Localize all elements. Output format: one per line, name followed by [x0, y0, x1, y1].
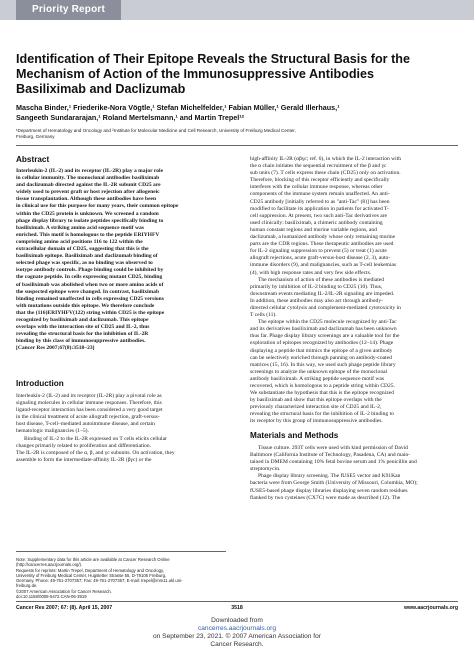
text-line: revealing the structural basis for the inhibition of IL-2 binding to [250, 411, 394, 418]
page-footer [0, 605, 474, 615]
section-label: Priority Report [16, 0, 121, 20]
text-line: and its derivatives basiliximab and daclizumab has been unknown [250, 326, 397, 333]
text-line: host disease, T-cell–mediated autoimmune disease, and certain [16, 421, 155, 428]
text-line: its receptor by this group of immunosuppressive antibodies. [250, 418, 383, 425]
text-line: previously characterized interaction site of CD25 and IL-2, [250, 404, 382, 411]
introduction-body [16, 393, 226, 464]
text-line: antibody basiliximab. A striking peptide sequence motif was [250, 375, 385, 382]
author-list [16, 103, 460, 123]
text-line: interferes with the cellular immune response, whereas other [250, 184, 383, 191]
methods-body [250, 445, 460, 502]
text-line: selected phage was specific, as no binding was observed to [16, 260, 153, 267]
text-line: doi:10.1158/0008-5472.CAN-06-3919 [16, 594, 87, 600]
text-line: directed cellular cytolysis and complement-mediated cytotoxicity in [250, 304, 401, 311]
text-line: In addition, these antibodies may also act through antibody- [250, 297, 383, 304]
text-line: in cellular immunity. The monoclonal antibodies basiliximab [16, 175, 160, 182]
affiliations [16, 128, 460, 140]
text-line: daclizumab, a humanized antibody whose only remaining murine [250, 234, 396, 241]
text-line: Phage display library screening. The fUSE5 vector and K91Kan [258, 473, 401, 480]
text-line: (4), with high response rates and very few side effects. [250, 269, 372, 276]
text-line: The mechanism of action of these antibodies is mediated [258, 276, 384, 283]
text-line: used clinically: basiliximab, a chimeric antibody containing [250, 219, 383, 226]
text-line: Therefore, blocking of this receptor efficiently and specifically [250, 177, 390, 184]
footnote-divider [16, 551, 226, 552]
text-line: modified to facilitate its application in patients for activated T- [250, 205, 389, 212]
footer-divider [16, 601, 458, 602]
text-line: Germany. Phone: 49-761-2707357; Fax: 49-761-2707357; E-mail: trepel@mm11.ukl.uni- [16, 578, 183, 584]
text-line: downstream events mediating IL-2/IL-2R signaling are impeded. [250, 290, 395, 297]
methods-heading: Materials and Methods [250, 431, 339, 440]
text-line: binding by this class of immunosuppressive antibodies. [16, 338, 146, 345]
text-line: with mutations outside this epitope. We therefore conclude [16, 302, 155, 309]
text-line: hematologic malignancies (1–5). [16, 428, 89, 435]
text-line: comprising amino acid positions 116 to 122 within the [16, 238, 143, 245]
text-line: CD25 antibody [initially referred to as "anti-Tac" (8)] has been [250, 198, 390, 205]
affiliation-line: ¹Department of Hematology and Oncology and ²Institute for Molecular Medicine and Cell Research, University of Freiburg Medical Center, [16, 128, 296, 133]
download-prefix: Downloaded from [211, 617, 263, 624]
text-line: displaying a peptide that mimics the epitope of a given antibody [250, 347, 393, 354]
text-line: recognized by basiliximab and daclizumab. This epitope [16, 316, 149, 323]
abstract-body [16, 168, 226, 352]
text-line: the suspected epitope were changed. In contrast, basiliximab [16, 288, 160, 295]
text-line: components of the immune system remain unaffected. An anti- [250, 191, 390, 198]
text-line: We substantiate the hypothesis that this is the epitope recognized [250, 390, 394, 397]
text-line: ©2007 American Association for Cancer Research. [16, 588, 112, 594]
text-line: thus far. Phage display library screenings are a valuable tool for the [250, 333, 400, 340]
text-line: basiliximab epitope. Basiliximab and daclizumab binding of [16, 253, 158, 260]
text-line: (http://cancerres.aacrjournals.org/). [16, 562, 83, 568]
text-line: basiliximab. A striking amino acid sequence motif was [16, 224, 144, 231]
text-line: Binding of IL-2 to the IL-2R expressed on T cells elicits cellular [24, 435, 167, 442]
text-line: The epitope within the CD25 molecule recognized by anti-Tac [258, 319, 397, 326]
title-line: Identification of Their Epitope Reveals the Structural Basis for the [16, 52, 410, 66]
text-line: Requests for reprints: Martin Trepel, Department of Hematology and Oncology, [16, 567, 165, 573]
text-line: phage display library to isolate peptides specifically binding to [16, 217, 164, 224]
text-line: flanked by two cysteines (CX7C) were made as described (12). The [250, 494, 401, 501]
text-line: that the (116)ERIYHFV(122) string within CD25 is the epitope [16, 309, 165, 316]
text-line: overlaps with the interaction site of CD25 and IL-2, thus [16, 324, 150, 331]
abstract-heading: Abstract [16, 155, 50, 164]
text-line: Tissue culture. 293T cells were used with kind permission of David [258, 445, 408, 451]
text-line: ligand-receptor interaction has been considered a very good target [16, 407, 163, 414]
download-line-2: Cancer Research. [210, 641, 264, 648]
text-line: binding remained unaffected in cells expressing CD25 versions [16, 295, 164, 302]
introduction-heading: Introduction [16, 379, 64, 388]
text-line: for IL-2 signaling suppression to prevent (5) or treat (1) acute [250, 248, 387, 255]
text-line: sub units (7). T cells express these chain (CD25) only on activation. [250, 170, 401, 177]
text-line: the α chain initiates the sequential recruitment of the β and γc [250, 163, 387, 170]
page-number: 3518 [231, 605, 243, 611]
text-line: signaling molecules in cellular immune responses. Therefore, this [16, 400, 162, 407]
text-line: T cells (11). [250, 312, 277, 319]
text-line: matrices (15, 16). In this way, we used such phage peptide library [250, 361, 396, 368]
text-line: widely used to prevent graft or host rejection after allogeneic [16, 189, 160, 196]
text-line: allograft rejections, acute graft-versus-host disease (2, 3), auto- [250, 255, 391, 262]
article-title [16, 52, 460, 97]
text-line: immune disorders (9), and malignancies, such as T-cell leukemias [250, 262, 397, 269]
text-line: exploration of epitopes recognized by antibodies (12–14). Phage [250, 340, 394, 347]
header-divider [16, 145, 458, 146]
text-line: can be selectively enriched through panning on antibody-coated [250, 354, 392, 361]
text-line: fUSE5-based phage display libraries displaying seven random residues [250, 487, 408, 494]
author-line: Sangeeth Sundararajan,¹ Roland Mertelsmann,¹ and Martin Trepel¹² [16, 113, 245, 122]
title-line: Mechanism of Action of the Immunosuppressive Antibodies [16, 67, 375, 81]
text-line: and daclizumab directed against the IL-2R subunit CD25 are [16, 182, 161, 189]
footnote-body [16, 557, 226, 599]
text-line: isotype antibody controls. Phage binding could be inhibited by [16, 267, 164, 274]
download-suffix: on September 23, 2021. © 2007 American Association for [153, 633, 321, 640]
download-notice [0, 617, 474, 649]
affiliation-line: Freiburg, Germany [16, 134, 55, 140]
text-line: assemble to form the intermediate-affinity IL-2R (βγc) or the [16, 456, 152, 463]
text-line: parts are the CDR regions. These therapeutic antibodies are used [250, 241, 394, 248]
text-line: of basiliximab was abolished when two or more amino acids of [16, 281, 164, 288]
text-line: primarily by inhibition of IL-2 binding to CD25 (10). Thus, [250, 283, 383, 290]
text-line: bacteria were from George Smith (University of Missouri, Columbia, MO); [250, 480, 418, 487]
journal-url[interactable]: www.aacrjournals.org [403, 605, 458, 611]
text-line: within the CD25 protein is unknown. We screened a random [16, 210, 159, 217]
text-line: [Cancer Res 2007;67(8):3518–23] [16, 345, 95, 352]
text-line: changes primarily related to proliferation and differentiation. [16, 442, 151, 449]
text-line: tained in DMEM containing 10% fetal bovine serum and 1% penicillin and [250, 459, 417, 466]
text-line: The IL-2R is composed of the α, β, and γc subunits. On activation, they [16, 449, 175, 456]
text-line: in the clinical treatment of acute allograft rejection, graft-versus- [16, 414, 160, 421]
text-line: Interleukin-2 (IL-2) and its receptor (IL-2R) play a major role [16, 168, 164, 174]
text-line: recovered, which is homologous to a peptide string within CD25. [250, 383, 395, 389]
introduction-continued [250, 156, 460, 426]
text-line: Note: Supplementary data for this article are available at Cancer Research Online [16, 557, 170, 562]
text-line: in clinical use for this purpose for many years, their common epitope [16, 203, 179, 210]
text-line: cell suppression. At present, two such anti-Tac derivatives are [250, 212, 388, 219]
text-line: revealing the structural basis for the inhibition of IL-2R [16, 331, 149, 338]
text-line: high-affinity IL-2R (αβγc; ref. 6), in which the IL-2 interaction with [250, 156, 402, 162]
footer-citation: Cancer Res 2007; 67: (8). April 15, 2007 [16, 605, 113, 611]
text-line: human constant regions and murine variable regions, and [250, 226, 377, 233]
download-line-1 [0, 617, 474, 641]
author-line: Mascha Binder,¹ Friederike-Nora Vögtle,¹ Stefan Michelfelder,¹ Fabian Müller,¹ Gerald Illerhaus,¹ [16, 103, 340, 112]
text-line: streptomycin. [250, 466, 281, 473]
text-line: tissue transplantation. Although these antibodies have been [16, 196, 157, 203]
title-line: Basiliximab and Daclizumab [16, 82, 186, 96]
text-line: freiburg.de. [16, 583, 38, 589]
text-line: Baltimore (California Institute of Technology, Pasadena, CA) and main- [250, 452, 410, 459]
text-line: extracellular domain of CD25, suggesting that this is the [16, 246, 149, 253]
text-line: Interleukin-2 (IL-2) and its receptor (IL-2R) play a pivotal role as [16, 393, 162, 399]
text-line: enriched. This motif is homologous to the peptide ERIYHFV [16, 231, 160, 238]
text-line: the cognate peptide. In cells expressing mutant CD25, binding [16, 274, 163, 281]
text-line: by basiliximab and show that this epitope overlaps with the [250, 397, 382, 404]
download-link[interactable]: cancerres.aacrjournals.org [197, 625, 277, 632]
text-line: screenings to analyze the unknown epitope of the monoclonal [250, 368, 388, 375]
text-line: University of Freiburg Medical Center, Hugstetter Strasse 55, D-79106 Freiburg, [16, 572, 167, 578]
header-band [0, 0, 474, 20]
